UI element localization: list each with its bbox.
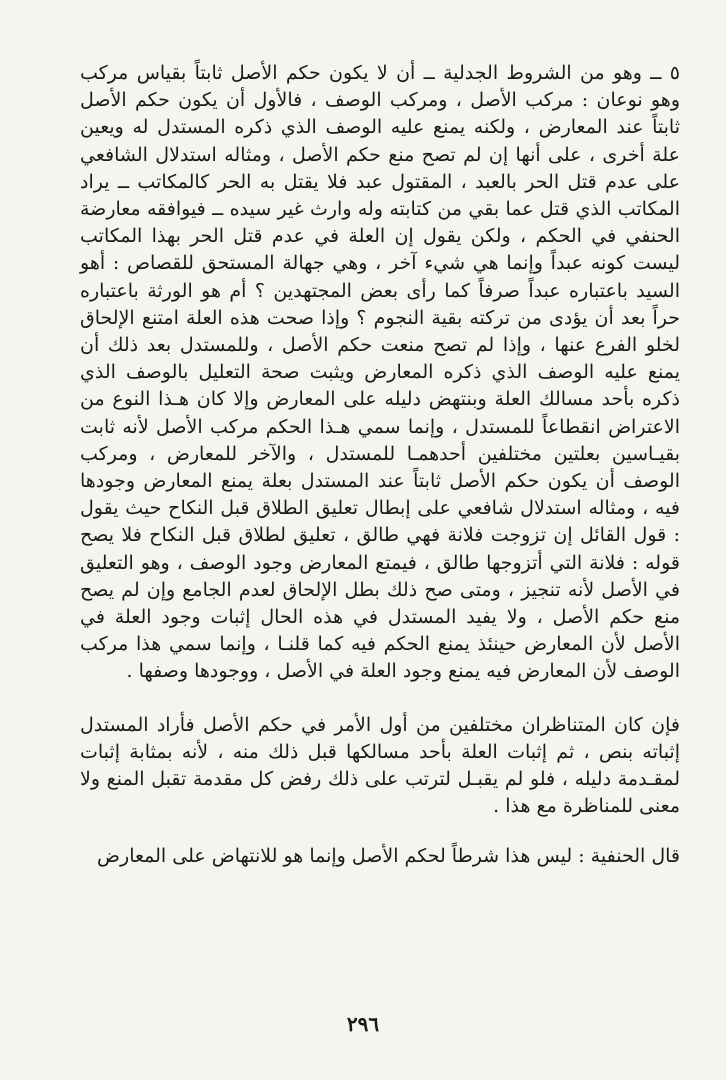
page-number: ٢٩٦ [346,1012,380,1036]
body-text [80,60,680,871]
paragraph-compound-analogy: ٥ ــ وهو من الشروط الجدلية ــ أن لا يكون حكم الأصل ثابتاً بقياس مركب وهو نوعان : مركب الأصل ، ومركب الوصف ، فالأول أن يكون حكم الأصل ثابتاً عند المعارض ، ولكنه يمنع عليه الوصف الذي ذكره المستدل له ويعين علة أخرى ، على أنها إن لم تصح منع حكم الأصل ، ومثاله استدلال الشافعي على عدم قتل الحر بالعبد ، المقتول عبد فلا يقتل به الحر كالمكاتب ــ يراد المكاتب الذي قتل عما بقي من كتابته وله وارث غير سيده ــ فيوافقه معارضة الحنفي في الحكم ، ولكن يقول إن العلة في عدم قتل الحر بهذا المكاتب ليست كونه عبداً وإنما هي شيء آخر ، وهي جهالة المستحق للقصاص : أهو السيد باعتباره عبداً صرفاً كما رأى بعض المجتهدين ؟ أم هو الورثة باعتباره حراً بعد أن يؤدى من تركته بقية النجوم ؟ وإذا صحت هذه العلة امتنع الإلحاق لخلو الفرع عنها ، وإذا لم تصح منعت حكم الأصل ، وللمستدل بعد ذلك أن يمنع عليه الوصف الذي ذكره المعارض ويثبت صحة التعليل بالوصف الذي ذكره بأحد مسالك العلة وبنتهض دليله على المعارض وإلا كان هـذا النوع من الاعتراض انقطاعاً للمستدل ، وإنما سمي هـذا الحكم مركب الأصل لأنه ثابت بقيـاسين بعلتين مختلفين أحدهمـا للمستدل ، والآخر للمعارض ، ومركب الوصف أن يكون حكم الأصل ثابتاً عند المستدل بعلة يمنع المعارض وجودها فيه ، ومثاله استدلال شافعي على إبطال تعليق الطلاق قبل النكاح حيث يقول : قول القائل إن تزوجت فلانة فهي طالق ، تعليق لطلاق قبل النكاح فلا يصح قوله : فلانة التي أتزوجها طالق ، فيمتع المعارض وجود الوصف ، وهو التعليق في الأصل لأنه تنجيز ، ومتى صح ذلك بطل الإلحاق لعدم الجامع وإن لم يصح منع حكم الأصل ، ولا يفيد المستدل في هذه الحال إثبات وجود العلة في الأصل لأن المعارض حينئذ يمنع الحكم فيه كما قلنـا ، وإنما سمي هذا مركب الوصف لأن المعارض فيه يمنع وجود العلة في الأصل ، ووجودها وصفها . [80,62,680,683]
paragraph-disputants: فإن كان المتناظران مختلفين من أول الأمر في حكم الأصل فأراد المستدل إثباته بنص ، ثم إثبات العلة بأحد مسالكها قبل ذلك منه ، لأنه بمثابة إثبات لمقـدمة دليله ، فلو لم يقبـل لترتب على ذلك رفض كل مقدمة تقبل المنع ولا معنى للمناظرة مع هذا . [80,713,680,818]
paragraph-hanafi-view: قال الحنفية : ليس هذا شرطاً لحكم الأصل وإنما هو للانتهاض على المعارض [97,845,680,868]
